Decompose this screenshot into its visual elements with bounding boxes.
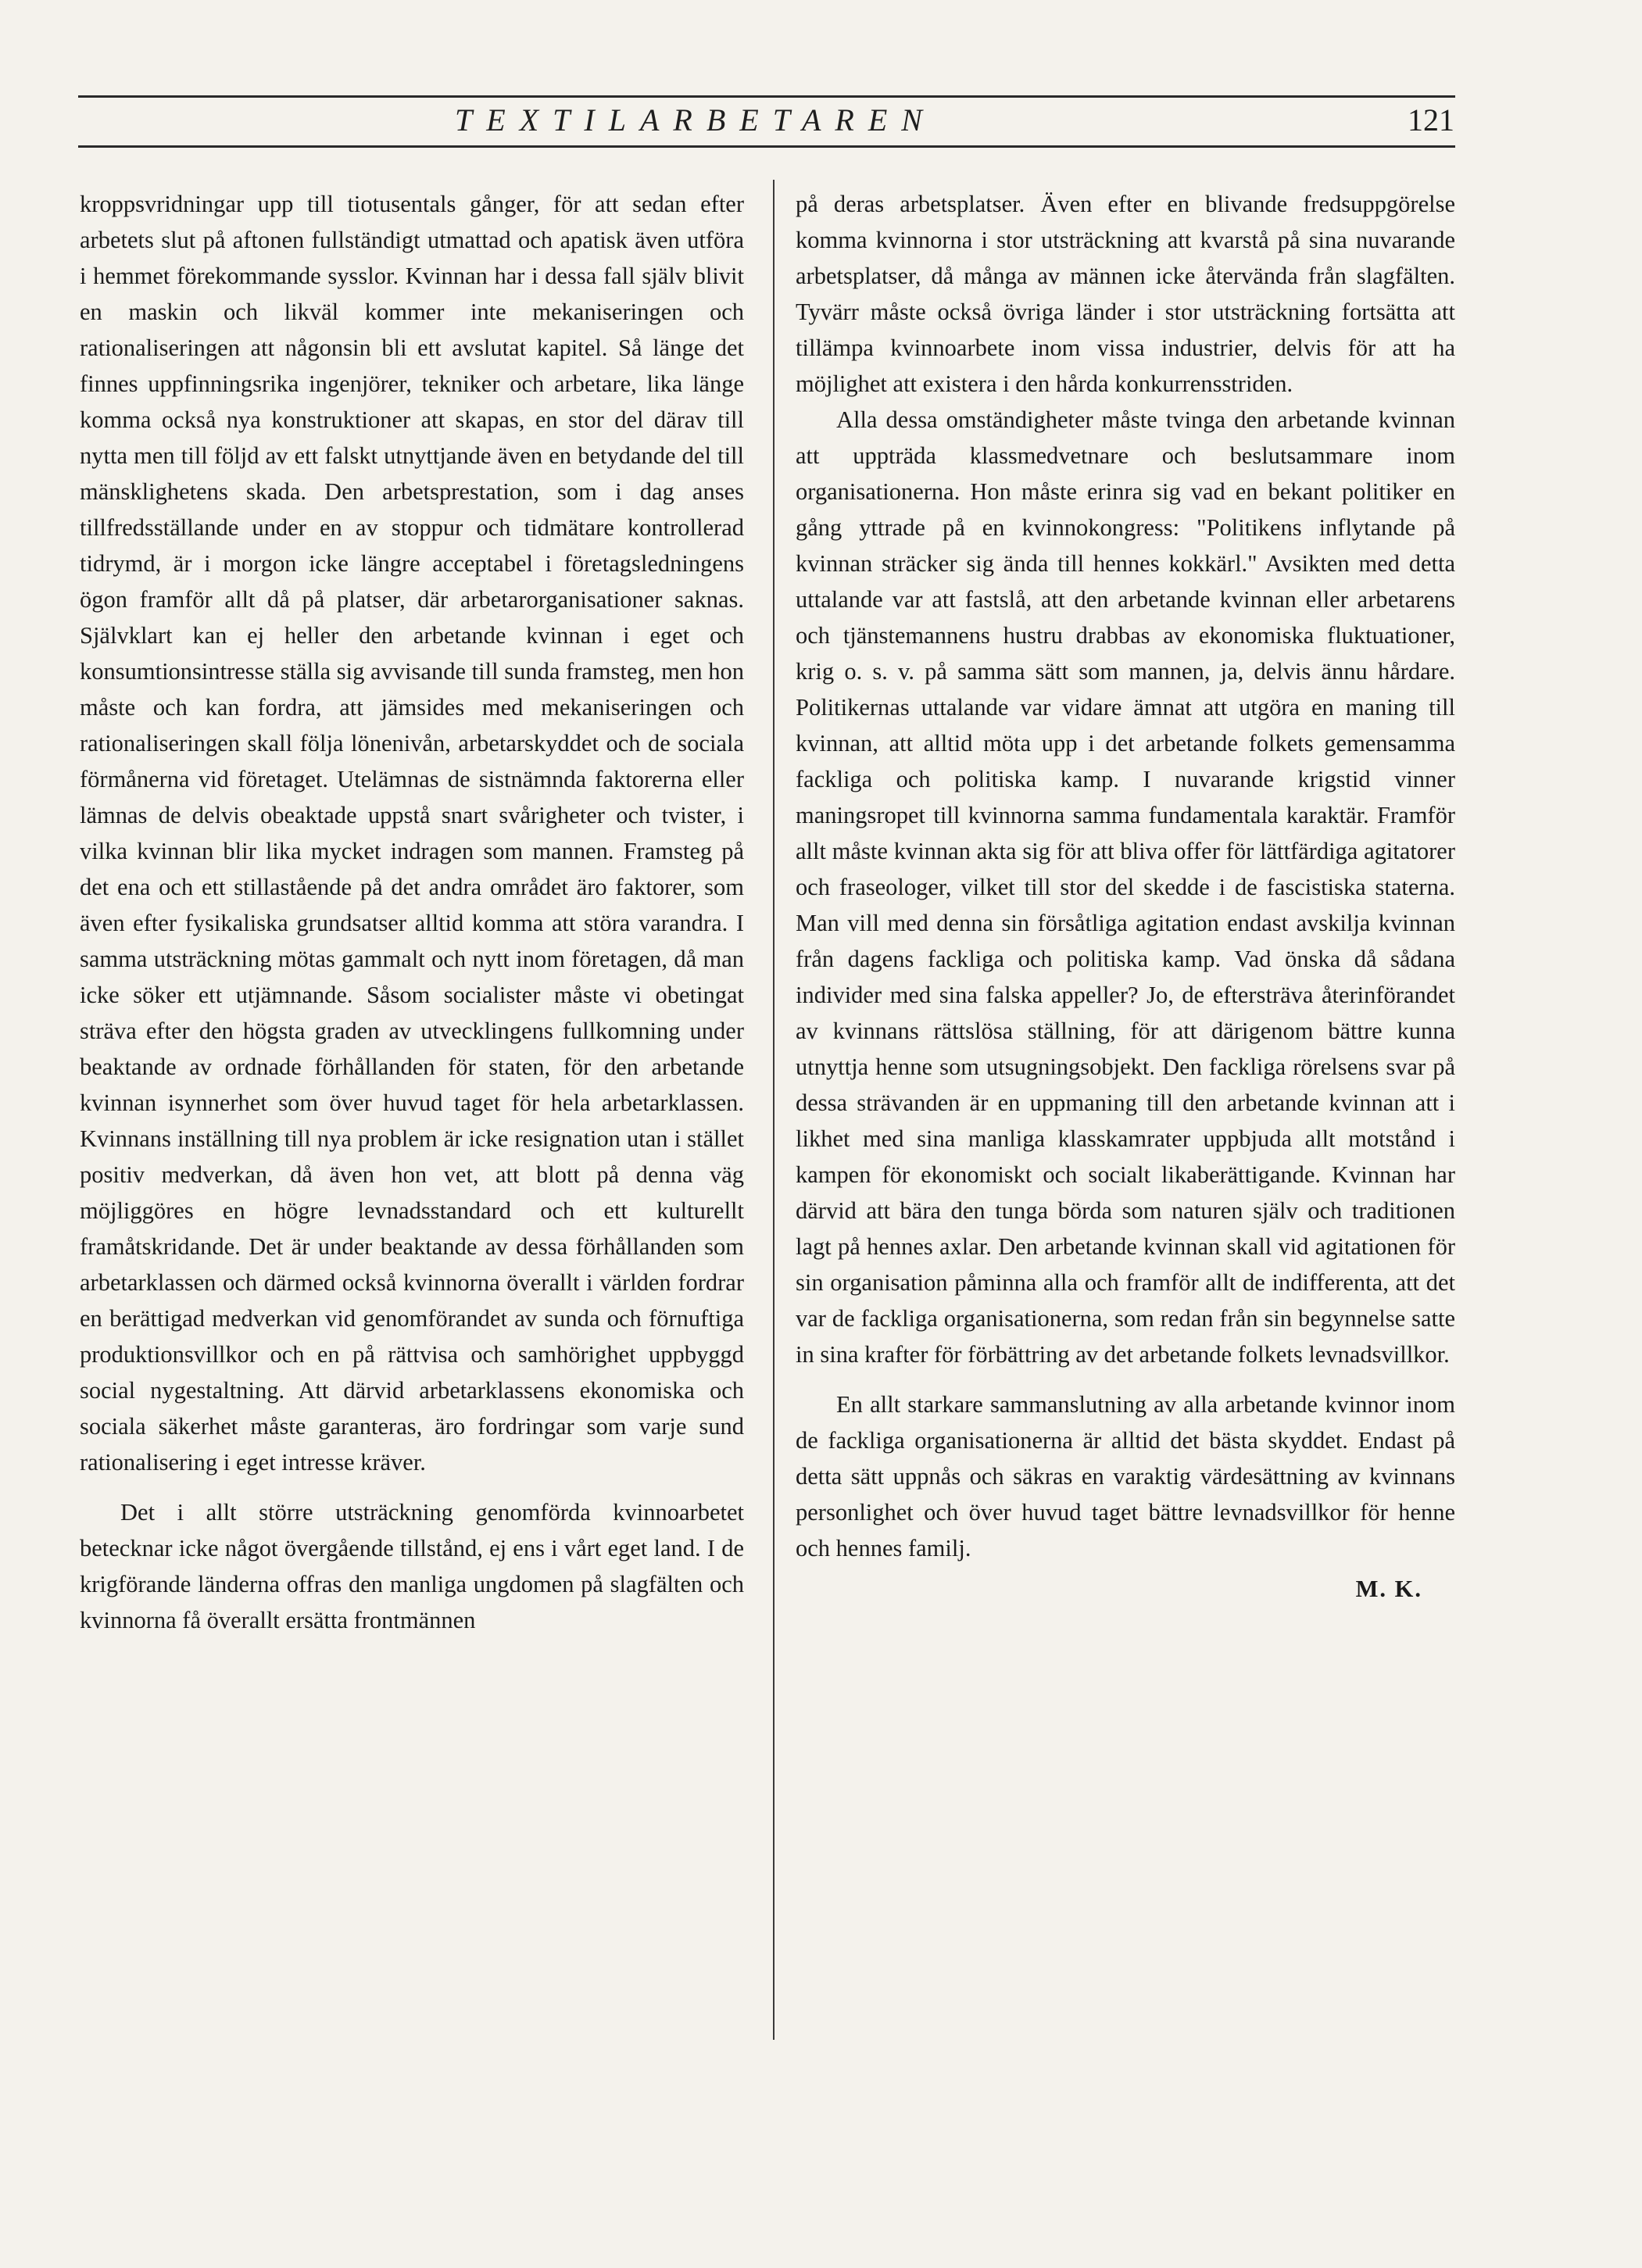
header-rule-top: [78, 95, 1455, 98]
left-paragraph-2: Det i allt större utsträckning genomförda kvinnoarbetet betecknar icke något övergående tillstånd, ej ens i vårt eget land. I de krigförande länderna offras den manliga ungdomen på slagfälten och kvinnorna få överallt ersätta frontmännen: [80, 1499, 744, 1633]
right-paragraph-1: på deras arbetsplatser. Även efter en blivande fredsuppgörelse komma kvinnorna i stor utsträckning att kvarstå på sina nuvarande arbetsplatser, då många av männen icke återvända från slagfälten. Tyvärr måste också övriga länder i stor utsträckning fortsätta att tillämpa kvinnoarbete inom vissa industrier, delvis för att ha möjlighet att existera i den hårda konkurrensstriden.: [796, 191, 1455, 397]
right-paragraph-2: Alla dessa omständigheter måste tvinga den arbetande kvinnan att uppträda klassmedvetnare och beslutsammare inom organisationerna. Hon måste erinra sig vad en bekant politiker en gång yttrade på en kvinnokongress: "Politikens inflytande på kvinnan sträcker sig ända till hennes kokkärl." Avsikten med detta uttalande var att fastslå, att den arbetande kvinnan eller arbetarens och tjänstemannens hustru drabbas av ekonomiska fluktuationer, krig o. s. v. på samma sätt som mannen, ja, delvis ännu hårdare. Politikernas uttalande var vidare ämnat att utgöra en maning till kvinnan, att alltid möta upp i det arbetande folkets gemensamma fackliga och politiska kamp. I nuvarande krigstid vinner maningsropet till kvinnorna samma fundamentala karaktär. Framför allt måste kvinnan akta sig för att bliva offer för lättfärdiga agitatorer och fraseologer, vilket till stor del skedde i de fascistiska staterna. Man vill med denna sin försåtliga agitation endast avskilja kvinnan från dagens fackliga och politiska kamp. Vad önska då sådana individer med sina falska appeller? Jo, de eftersträva återinförandet av kvinnans rättslösa ställning, för att därigenom bättre kunna utnyttja henne som utsugningsobjekt. Den fackliga rörelsens svar på dessa strävanden är en uppmaning till den arbetande kvinnan att i likhet med sina manliga klasskamrater uppbjuda allt motstånd i kampen för ekonomiskt och socialt likaberättigande. Kvinnan har därvid att bära den tunga börda som naturen själv och traditionen lagt på hennes axlar. Den arbetande kvinnan skall vid agitationen för sin organisation påminna alla och framför allt de indifferenta, att det var de fackliga organisationerna, som redan från sin begynnelse satte in sina krafter för förbättring av det arbetande folkets levnadsvillkor.: [796, 406, 1455, 1368]
column-divider: [773, 180, 774, 2040]
running-title: TEXTILARBETAREN: [455, 102, 936, 138]
right-column: [796, 186, 1455, 1607]
left-paragraph-1: kroppsvridningar upp till tiotusentals gånger, för att sedan efter arbetets slut på aftonen fullständigt utmattad och apatisk även utföra i hemmet förekommande sysslor. Kvinnan har i dessa fall själv blivit en maskin och likväl kommer inte mekaniseringen och rationaliseringen att någonsin bli ett avslutat kapitel. Så länge det finnes uppfinningsrika ingenjörer, tekniker och arbetare, lika länge komma också nya konstruktioner att skapas, en stor del därav till nytta men till följd av ett falskt utnyttjande även en betydande del till mänsklighetens skada. Den arbetsprestation, som i dag anses tillfredsställande under en av stoppur och tidmätare kontrollerad tidrymd, är i morgon icke längre acceptabel i företagsledningens ögon framför allt då på platser, där arbetarorganisationer saknas. Självklart kan ej heller den arbetande kvinnan i eget och konsumtionsintresse ställa sig avvisande till sunda framsteg, men hon måste och kan fordra, att jämsides med mekaniseringen och rationaliseringen skall följa lönenivån, arbetarskyddet och de sociala förmånerna vid företaget. Utelämnas de sistnämnda faktorerna eller lämnas de delvis obeaktade uppstå snart svårigheter och tvister, i vilka kvinnan blir lika mycket indragen som mannen. Framsteg på det ena och ett stillastående på det andra området äro faktorer, som även efter fysikaliska grundsatser alltid komma att störa varandra. I samma utsträckning mötas gammalt och nytt inom företagen, då man icke söker ett utjämnande. Såsom socialister måste vi obetingat sträva efter den högsta graden av utvecklingens fullkomning under beaktande av ordnade förhållanden för staten, för den arbetande kvinnan isynnerhet som över huvud taget för hela arbetarklassen. Kvinnans inställning till nya problem är icke resignation utan i stället positiv medverkan, då även hon vet, att blott på denna väg möjliggöres en högre levnadsstandard och ett kulturellt framåtskridande. Det är under beaktande av dessa förhållanden som arbetarklassen och därmed också kvinnorna överallt i världen fordrar en berättigad medverkan vid genomförandet av sunda och förnuftiga produktionsvillkor och en på rättvisa och samhörighet uppbyggd social nygestaltning. Att därvid arbetarklassens ekonomiska och sociala säkerhet måste garanteras, äro fordringar som varje sund rationalisering i eget intresse kräver.: [80, 191, 744, 1476]
author-signature: M. K.: [1355, 1576, 1422, 1602]
page-number: 121: [1408, 102, 1454, 138]
header-rule-bottom: [78, 145, 1455, 148]
left-column: [80, 186, 744, 1638]
right-paragraph-3: En allt starkare sammanslutning av alla arbetande kvinnor inom de fackliga organisationerna är alltid det bästa skyddet. Endast på detta sätt uppnås och säkras en varaktig värdesättning av kvinnans personlighet och över huvud taget bättre levnadsvillkor för henne och hennes familj.: [796, 1391, 1455, 1561]
